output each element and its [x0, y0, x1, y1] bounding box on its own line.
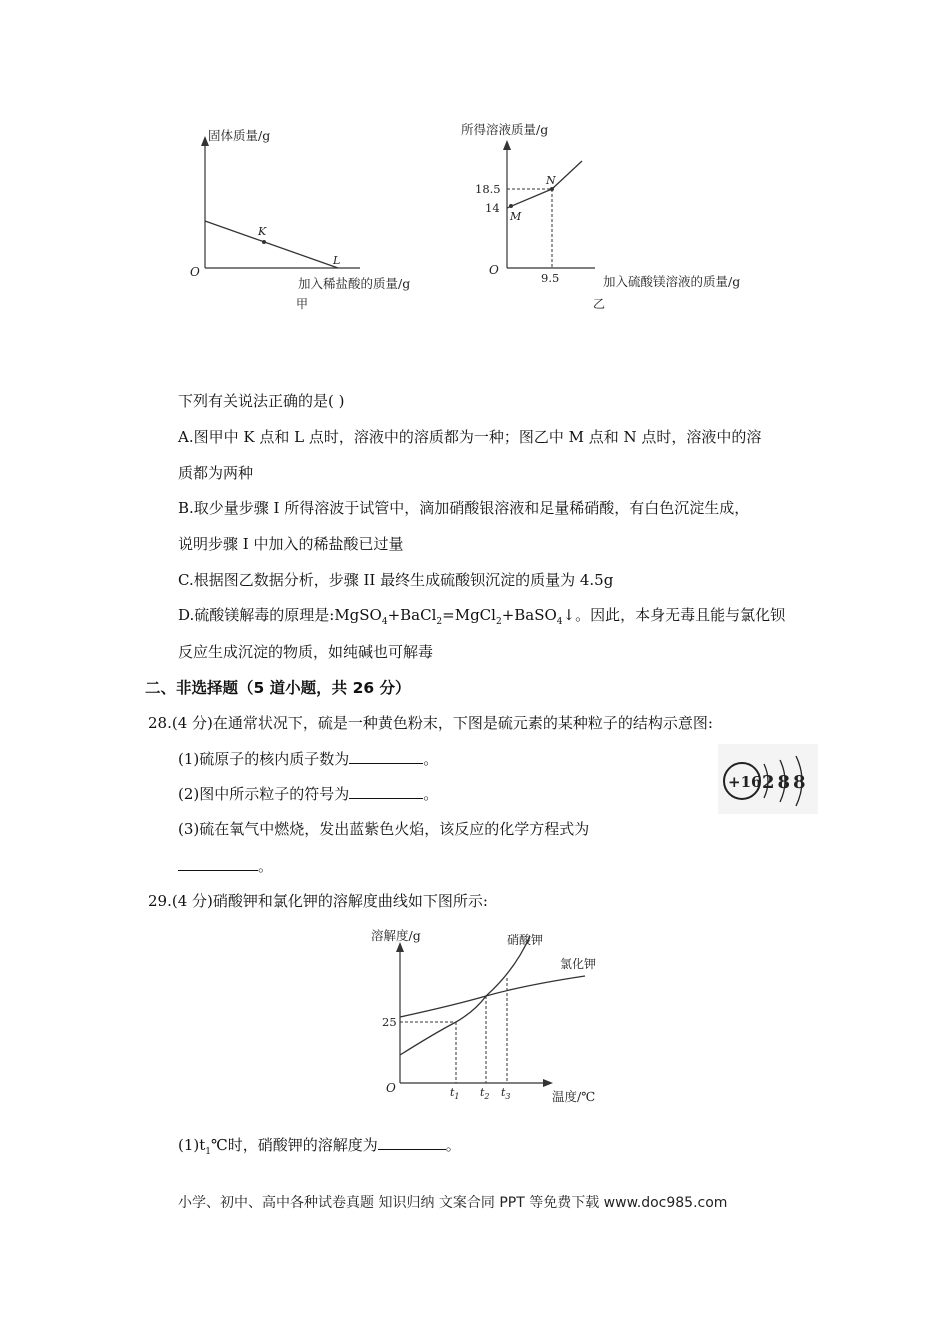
sol-t1-label: $t_1$ — [450, 1086, 460, 1101]
q29-stem: 29.(4 分)硝酸钾和氯化钾的溶解度曲线如下图所示: — [148, 892, 488, 910]
d-sub3: 2 — [495, 617, 502, 627]
q28-part3-answer — [178, 855, 273, 876]
q29-part1-end: 。 — [445, 1136, 461, 1154]
q29-part1-sub: 1 — [205, 1147, 212, 1157]
yi-xlabel: 加入硫酸镁溶液的质量/g — [603, 274, 741, 289]
solubility-figure — [355, 920, 625, 1110]
sol-x-arrow — [543, 1079, 553, 1087]
q27-option-d-line2: 反应生成沉淀的物质，如纯碱也可解毒 — [178, 643, 434, 661]
yi-n-label: N — [546, 174, 556, 187]
figure-yi — [455, 118, 795, 318]
shell-electrons: 288 — [762, 772, 809, 793]
figure-jia — [180, 118, 460, 318]
d-mid3: +BaSO — [501, 606, 557, 624]
jia-caption: 甲 — [296, 297, 309, 311]
yi-y-arrow — [503, 140, 511, 150]
page-footer: 小学、初中、高中各种试卷真题 知识归纳 文案合同 PPT 等免费下载 www.doc985.com — [178, 1195, 728, 1211]
q27-option-d-line1 — [178, 604, 785, 627]
yi-caption: 乙 — [593, 297, 606, 311]
q28-part3: (3)硫在氧气中燃烧，发出蓝紫色火焰，该反应的化学方程式为 — [178, 820, 590, 838]
q28-part2-blank[interactable] — [349, 784, 423, 799]
yi-y-tick-low: 14 — [485, 201, 500, 215]
jia-point-k — [262, 240, 266, 244]
nucleus-charge: +16 — [728, 773, 762, 791]
q28-part1-end: 。 — [423, 750, 439, 768]
yi-m-label: M — [510, 210, 522, 223]
q29-part1-prefix: (1)t — [178, 1136, 206, 1154]
q27-stem: 下列有关说法正确的是( ) — [178, 392, 345, 410]
d-suffix: ↓。因此，本身无毒且能与氯化钡 — [562, 606, 786, 624]
q28-part2 — [178, 783, 438, 804]
q28-part2-text: (2)图中所示粒子的符号为 — [178, 785, 350, 803]
sol-origin: O — [386, 1081, 396, 1095]
q28-part3-blank[interactable] — [178, 856, 258, 871]
section-2-title: 二、非选择题（5 道小题，共 26 分） — [145, 679, 411, 697]
sol-y-arrow — [396, 942, 404, 952]
sol-xlabel: 温度/℃ — [552, 1089, 596, 1104]
yi-x-tick: 9.5 — [541, 271, 560, 285]
jia-l-label: L — [333, 254, 341, 267]
q29-part1-blank[interactable] — [378, 1135, 446, 1150]
jia-line — [205, 221, 341, 268]
q28-part3-end: 。 — [258, 857, 274, 875]
sol-t3-label: $t_3$ — [501, 1086, 511, 1101]
yi-segment-after-n — [552, 161, 582, 189]
yi-segment-mn — [507, 189, 552, 208]
jia-k-label: K — [258, 225, 267, 238]
yi-point-n — [550, 187, 554, 191]
sol-t2-label: $t_2$ — [480, 1086, 490, 1101]
q28-stem: 28.(4 分)在通常状况下，硫是一种黄色粉末，下图是硫元素的某种粒子的结构示意图: — [148, 714, 713, 732]
yi-point-m — [509, 204, 513, 208]
series-label-kcl: 氯化钾 — [560, 957, 597, 971]
q27-option-b-line2: 说明步骤 I 中加入的稀盐酸已过量 — [178, 535, 404, 553]
sulfur-ion-diagram — [718, 744, 818, 814]
d-mid1: +BaCl — [387, 606, 437, 624]
sol-ylabel: 溶解度/g — [371, 928, 421, 943]
curve-kcl — [400, 976, 585, 1017]
q27-option-a-line2: 质都为两种 — [178, 464, 254, 482]
q27-option-a-line1: A.图甲中 K 点和 L 点时，溶液中的溶质都为一种；图乙中 M 点和 N 点时，溶液中的溶 — [178, 428, 762, 446]
series-label-kno3: 硝酸钾 — [507, 933, 544, 947]
sol-y-tick-25: 25 — [382, 1015, 397, 1029]
q27-option-b-line1: B.取少量步骤 I 所得溶波于试管中，滴加硝酸银溶液和足量稀硝酸，有白色沉淀生成， — [178, 499, 750, 517]
d-mid2: =MgCl — [442, 606, 496, 624]
q28-part1 — [178, 748, 438, 769]
yi-y-tick-high: 18.5 — [475, 182, 501, 196]
jia-origin: O — [190, 265, 200, 279]
jia-ylabel: 固体质量/g — [208, 128, 271, 143]
d-sub4: 4 — [556, 617, 563, 627]
d-sub2: 2 — [436, 617, 443, 627]
q29-part1 — [178, 1134, 461, 1157]
d-sub1: 4 — [381, 617, 388, 627]
q28-part2-end: 。 — [423, 785, 439, 803]
d-prefix: D.硫酸镁解毒的原理是:MgSO — [178, 606, 382, 624]
q28-part1-text: (1)硫原子的核内质子数为 — [178, 750, 350, 768]
q27-option-c: C.根据图乙数据分析，步骤 II 最终生成硫酸钡沉淀的质量为 4.5g — [178, 571, 614, 589]
q29-part1-text: ℃时，硝酸钾的溶解度为 — [211, 1136, 378, 1154]
q28-part1-blank[interactable] — [349, 749, 423, 764]
yi-ylabel: 所得溶液质量/g — [461, 122, 549, 137]
curve-kno3 — [400, 936, 530, 1055]
yi-origin: O — [489, 263, 499, 277]
jia-xlabel: 加入稀盐酸的质量/g — [298, 276, 411, 291]
